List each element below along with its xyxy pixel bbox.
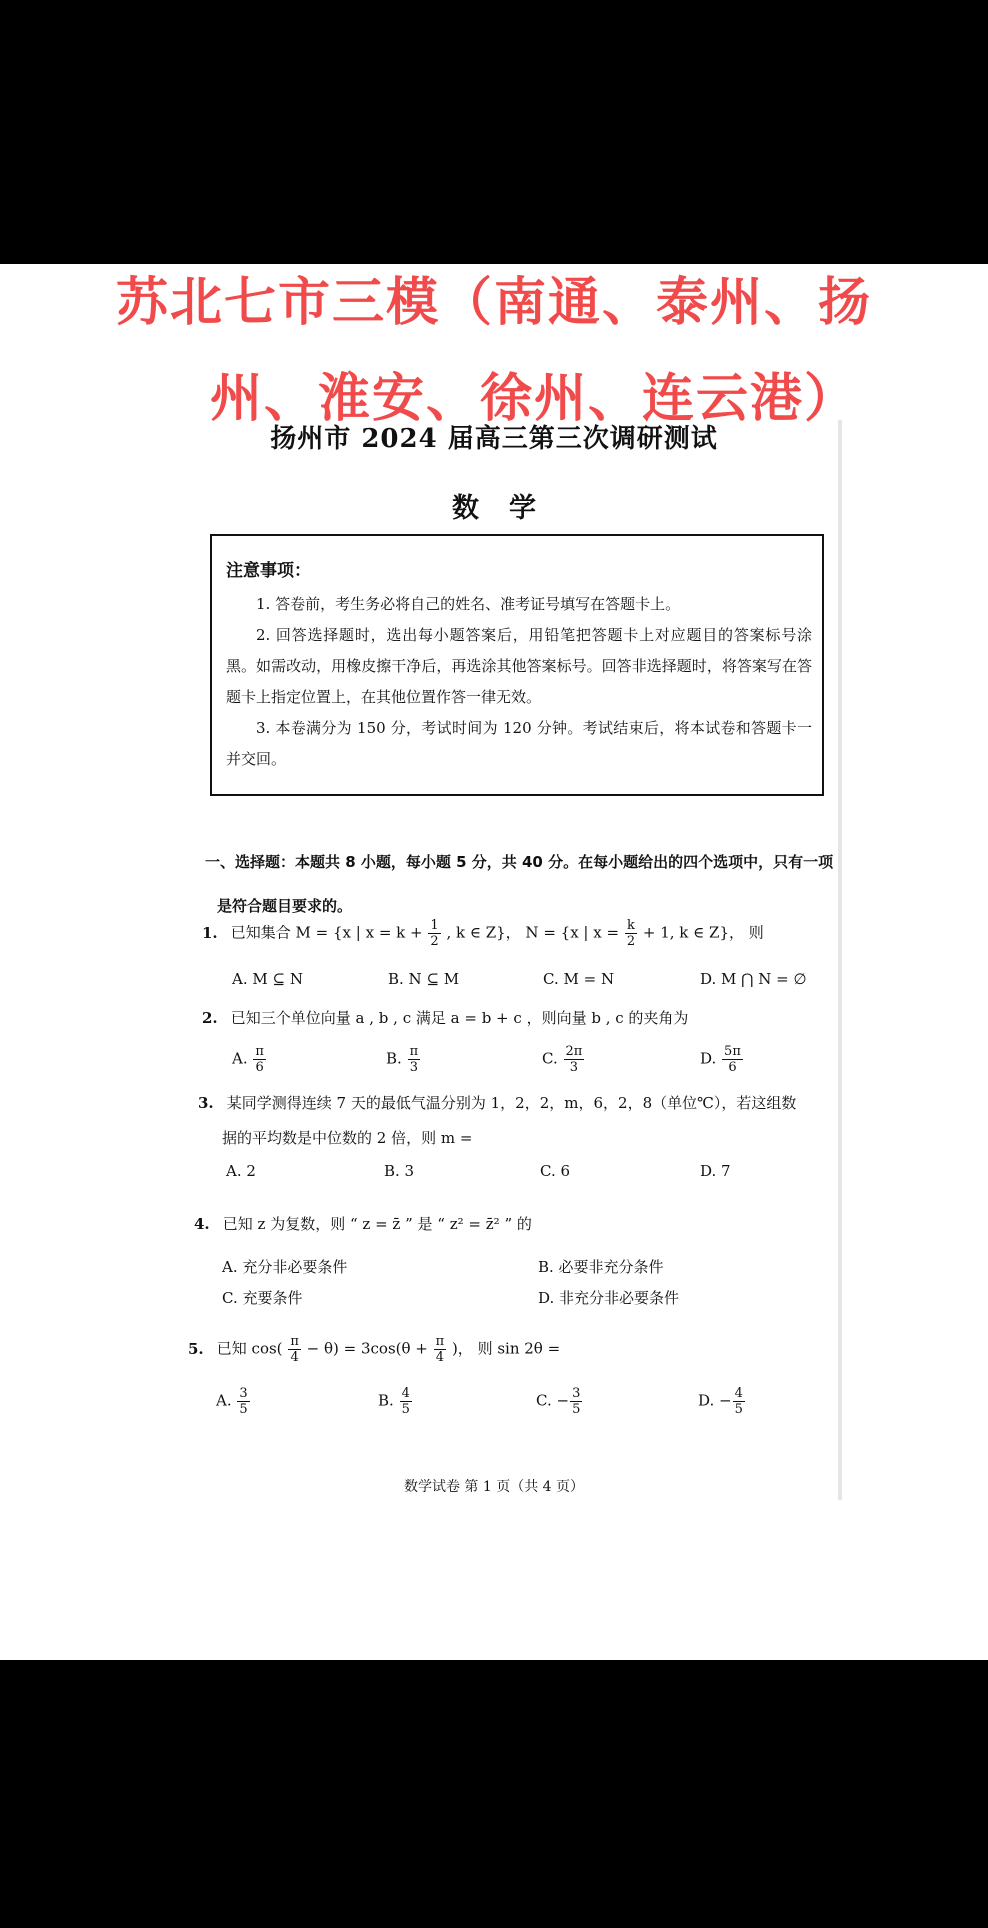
q1-fraction-2: $\frac{k}{2}$ xyxy=(626,918,636,949)
q5-text-post: )， 则 sin 2θ = xyxy=(451,1339,561,1358)
q4-option-b: B. 必要非充分条件 xyxy=(538,1258,664,1276)
top-black-bar xyxy=(0,0,988,264)
question-2 xyxy=(202,1007,688,1028)
q3-option-b: B. 3 xyxy=(384,1162,415,1180)
q2-option-c: C. $\frac{2\pi}{3}$ xyxy=(542,1044,583,1075)
section-1-line-2: 是符合题目要求的。 xyxy=(217,897,353,915)
subject-title: 数学 xyxy=(452,493,566,524)
q5-option-d: D. − $\frac{4}{5}$ xyxy=(698,1386,743,1417)
q2-option-b: B. $\frac{\pi}{3}$ xyxy=(386,1044,419,1075)
paper-edge-shadow xyxy=(838,420,842,1500)
q4-text: 已知 z 为复数，则 “ z = z̄ ” 是 “ z² = z̄² ” 的 xyxy=(222,1215,532,1233)
question-number: 3. xyxy=(198,1094,214,1112)
exam-title: 扬州市 2024 届高三第三次调研测试 xyxy=(270,424,718,454)
q5-text-mid: − θ) = 3cos(θ + xyxy=(306,1339,433,1358)
q2-option-d: D. $\frac{5\pi}{6}$ xyxy=(700,1044,741,1075)
notice-item-2: 2. 回答选择题时，选出每小题答案后，用铅笔把答题卡上对应题目的答案标号涂黑。如需改动，用橡皮擦干净后，再选涂其他答案标号。回答非选择题时，将答案写在答题卡上指定位置上，在其他位置作答一律无效。 xyxy=(226,626,812,706)
q5-option-c: C. − $\frac{3}{5}$ xyxy=(536,1386,581,1417)
q1-option-b: B. N ⊆ M xyxy=(388,970,460,988)
q5-option-b: B. $\frac{4}{5}$ xyxy=(378,1386,410,1417)
notice-item-3: 3. 本卷满分为 150 分，考试时间为 120 分钟。考试结束后，将本试卷和答题卡一并交回。 xyxy=(226,719,812,768)
q3-text-line-1: 某同学测得连续 7 天的最低气温分别为 1，2，2，m，6，2，8（单位℃），若这组数 xyxy=(226,1094,797,1112)
question-number: 4. xyxy=(194,1215,210,1233)
page-footer: 数学试卷 第 1 页（共 4 页） xyxy=(403,1479,585,1495)
q1-fraction-1: $\frac{1}{2}$ xyxy=(430,918,439,949)
q1-text-post: + 1, k ∈ Z}， 则 xyxy=(642,923,764,942)
question-number: 2. xyxy=(202,1009,218,1027)
notice-box xyxy=(210,534,824,796)
question-number: 1. xyxy=(202,923,218,942)
question-3 xyxy=(198,1092,796,1113)
q3-option-d: D. 7 xyxy=(700,1162,731,1180)
q5-option-a: A. $\frac{3}{5}$ xyxy=(216,1386,248,1417)
q4-option-c: C. 充要条件 xyxy=(222,1289,303,1307)
q5-fraction-1: $\frac{\pi}{4}$ xyxy=(290,1334,299,1365)
question-number: 5. xyxy=(188,1339,204,1358)
q3-option-c: C. 6 xyxy=(540,1162,571,1180)
headline-line-2: 州、淮安、徐州、连云港） xyxy=(209,369,858,429)
headline-line-1: 苏北七市三模（南通、泰州、扬 xyxy=(115,273,872,333)
q5-fraction-2: $\frac{\pi}{4}$ xyxy=(435,1334,445,1365)
q5-text-pre: 已知 cos( xyxy=(216,1339,283,1358)
bottom-black-bar xyxy=(0,1660,988,1928)
section-1-line-1: 一、选择题：本题共 8 小题，每小题 5 分，共 40 分。在每小题给出的四个选项中，只有一项 xyxy=(205,853,834,871)
q1-option-d: D. M ⋂ N = ∅ xyxy=(700,970,807,988)
q3-option-a: A. 2 xyxy=(226,1162,256,1180)
q3-text-line-2: 据的平均数是中位数的 2 倍，则 m = xyxy=(222,1129,473,1147)
q1-text-pre: 已知集合 M = {x | x = k + xyxy=(230,923,428,942)
notice-item-1: 1. 答卷前，考生务必将自己的姓名、准考证号填写在答题卡上。 xyxy=(256,595,681,613)
q2-option-a: A. $\frac{\pi}{6}$ xyxy=(232,1044,264,1075)
question-4 xyxy=(194,1213,532,1234)
q1-option-a: A. M ⊆ N xyxy=(232,970,303,988)
question-1 xyxy=(202,918,764,949)
section-1-heading xyxy=(205,840,835,928)
q4-option-d: D. 非充分非必要条件 xyxy=(538,1289,680,1307)
q1-text-mid: , k ∈ Z}， N = {x | x = xyxy=(446,923,624,942)
notice-heading: 注意事项： xyxy=(226,561,311,581)
q2-text: 已知三个单位向量 a , b , c 满足 a = b + c ，则向量 b , c 的夹角为 xyxy=(230,1009,689,1027)
q1-option-c: C. M = N xyxy=(543,970,615,988)
question-5 xyxy=(188,1334,560,1365)
q4-option-a: A. 充分非必要条件 xyxy=(222,1258,348,1276)
